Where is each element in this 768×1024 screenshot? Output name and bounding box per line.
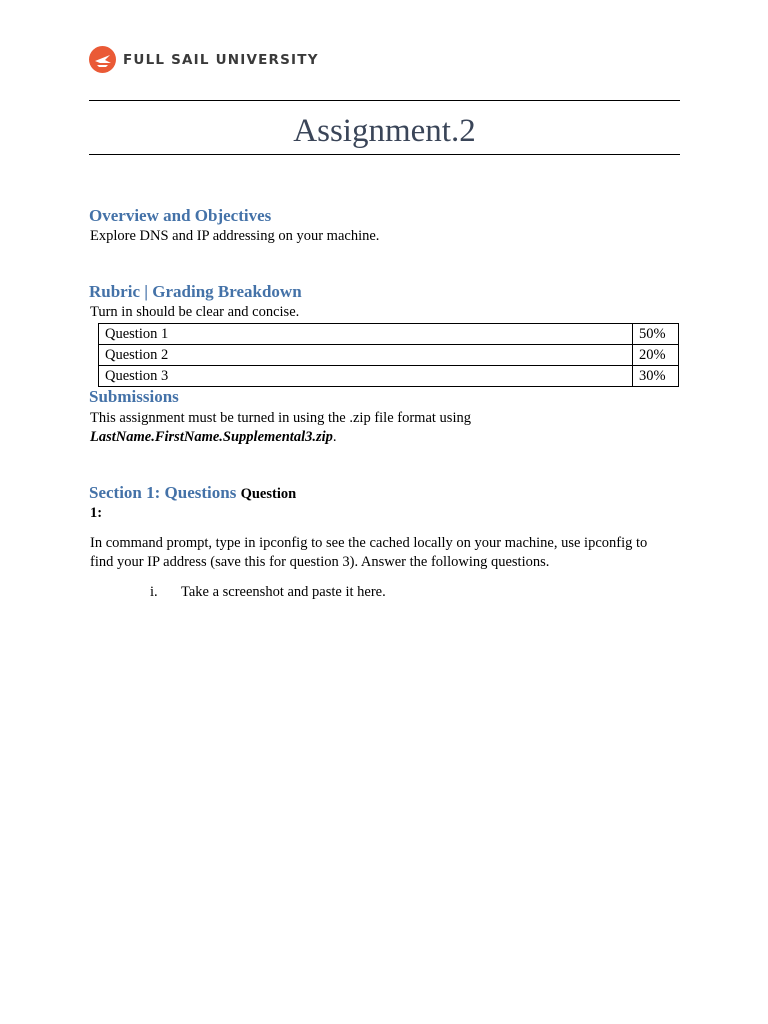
list-item-marker: i. bbox=[150, 584, 158, 600]
university-logo bbox=[89, 45, 319, 74]
sail-logo-icon bbox=[89, 46, 116, 73]
title-top-rule bbox=[89, 100, 680, 101]
overview-text: Explore DNS and IP addressing on your machine. bbox=[90, 228, 380, 244]
rubric-weight-cell: 30% bbox=[633, 366, 679, 387]
table-row bbox=[99, 366, 679, 387]
rubric-heading: Rubric | Grading Breakdown bbox=[89, 282, 302, 301]
title-bottom-rule bbox=[89, 154, 680, 155]
submissions-heading: Submissions bbox=[89, 387, 179, 406]
submission-filename: LastName.FirstName.Supplemental3.zip bbox=[90, 429, 333, 445]
list-item: Take a screenshot and paste it here. bbox=[181, 584, 386, 600]
rubric-weight-cell: 50% bbox=[633, 324, 679, 345]
table-row bbox=[99, 345, 679, 366]
submissions-text: This assignment must be turned in using the .zip file format using bbox=[90, 410, 471, 426]
section1-heading-line bbox=[89, 483, 296, 504]
question-label: Question bbox=[240, 486, 297, 502]
rubric-question-cell: Question 1 bbox=[99, 324, 633, 345]
rubric-text: Turn in should be clear and concise. bbox=[90, 304, 300, 320]
question-paragraph-line1: In command prompt, type in ipconfig to see the cached locally on your machine, use ipconfig to bbox=[90, 535, 648, 551]
rubric-question-cell: Question 3 bbox=[99, 366, 633, 387]
rubric-question-cell: Question 2 bbox=[99, 345, 633, 366]
rubric-weight-cell: 20% bbox=[633, 345, 679, 366]
overview-heading: Overview and Objectives bbox=[89, 206, 272, 225]
rubric-table bbox=[98, 323, 679, 387]
filename-suffix: . bbox=[332, 429, 337, 445]
question-number: 1: bbox=[90, 505, 103, 521]
question-paragraph-line2: find your IP address (save this for question 3). Answer the following questions. bbox=[90, 554, 550, 570]
table-row bbox=[99, 324, 679, 345]
section1-heading: Section 1: Questions bbox=[89, 483, 237, 502]
document-title: Assignment.2 bbox=[293, 113, 476, 149]
logo-text: FULL SAIL UNIVERSITY bbox=[123, 51, 319, 68]
submissions-filename-line bbox=[90, 428, 337, 447]
